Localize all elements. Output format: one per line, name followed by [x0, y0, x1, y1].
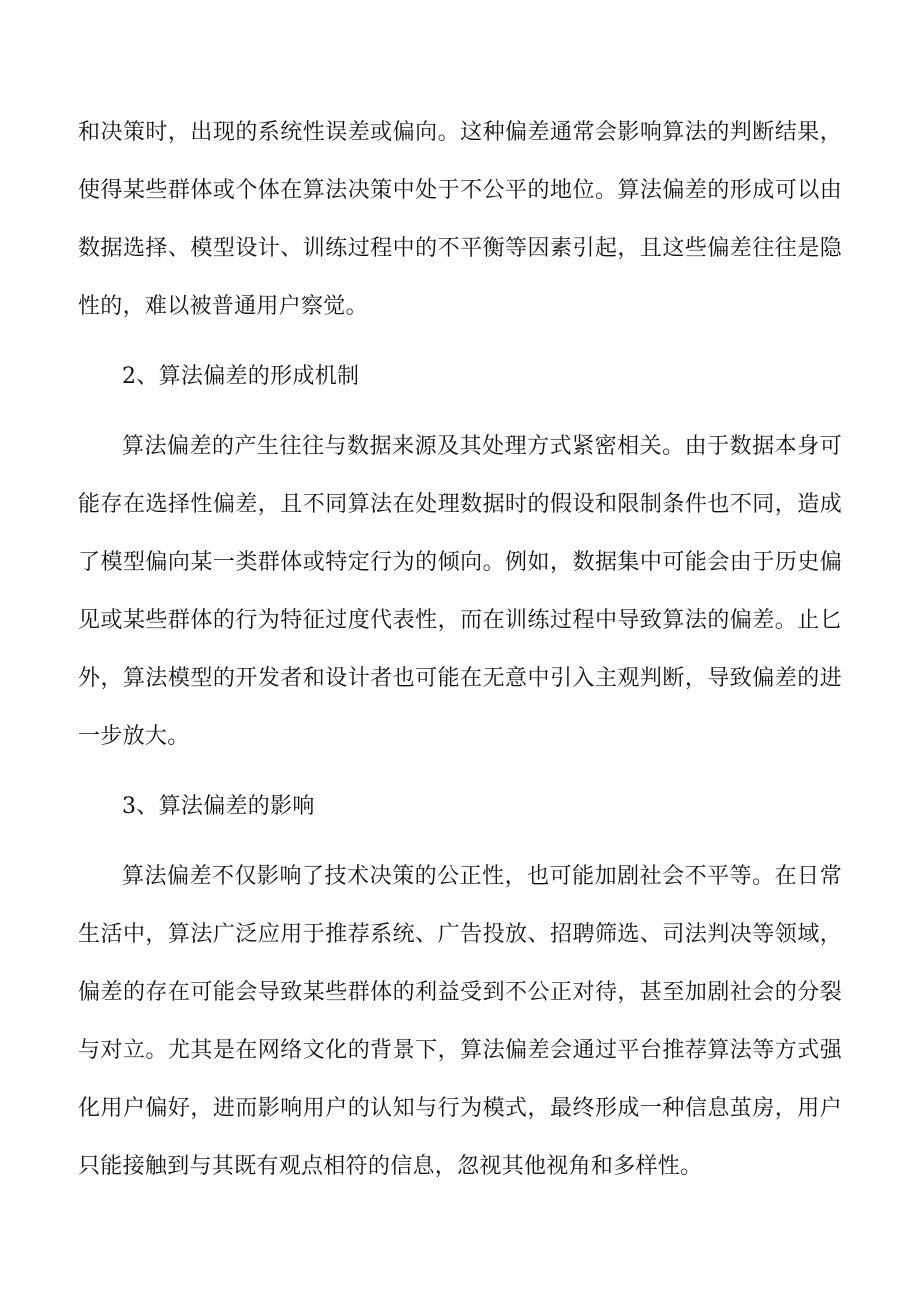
paragraph-formation-mechanism: 算法偏差的产生往往与数据来源及其处理方式紧密相关。由于数据本身可能存在选择性偏差，且不同算法在处理数据时的假设和限制条件也不同，造成了模型偏向某一类群体或特定行为的倾向。例如，数据集中可能会由于历史偏见或某些群体的行为特征过度代表性，而在训练过程中导致算法的偏差。止匕外，算法模型的开发者和设计者也可能在无意中引入主观判断，导致偏差的进一步放大。: [78, 434, 842, 749]
section-heading-formation-mechanism: 2、算法偏差的形成机制: [122, 364, 360, 389]
section-heading-impact: 3、算法偏差的影响: [122, 794, 315, 819]
paragraph-impact: 算法偏差不仅影响了技术决策的公正性，也可能加剧社会不平等。在日常生活中，算法广泛应用于推荐系统、广告投放、招聘筛选、司法判决等领域，偏差的存在可能会导致某些群体的利益受到不公正对待，甚至加剧社会的分裂与对立。尤其是在网络文化的背景下，算法偏差会通过平台推荐算法等方式强化用户偏好，进而影响用户的认知与行为模式，最终形成一种信息茧房，用户只能接触到与其既有观点相符的信息，忽视其他视角和多样性。: [78, 864, 842, 1179]
paragraph-algorithm-bias-definition: 和决策时，出现的系统性误差或偏向。这种偏差通常会影响算法的判断结果，使得某些群体或个体在算法决策中处于不公平的地位。算法偏差的形成可以由数据选择、模型设计、训练过程中的不平衡等因素引起，且这些偏差往往是隐性的，难以被普通用户察觉。: [78, 120, 842, 319]
document-body: [78, 104, 842, 1196]
